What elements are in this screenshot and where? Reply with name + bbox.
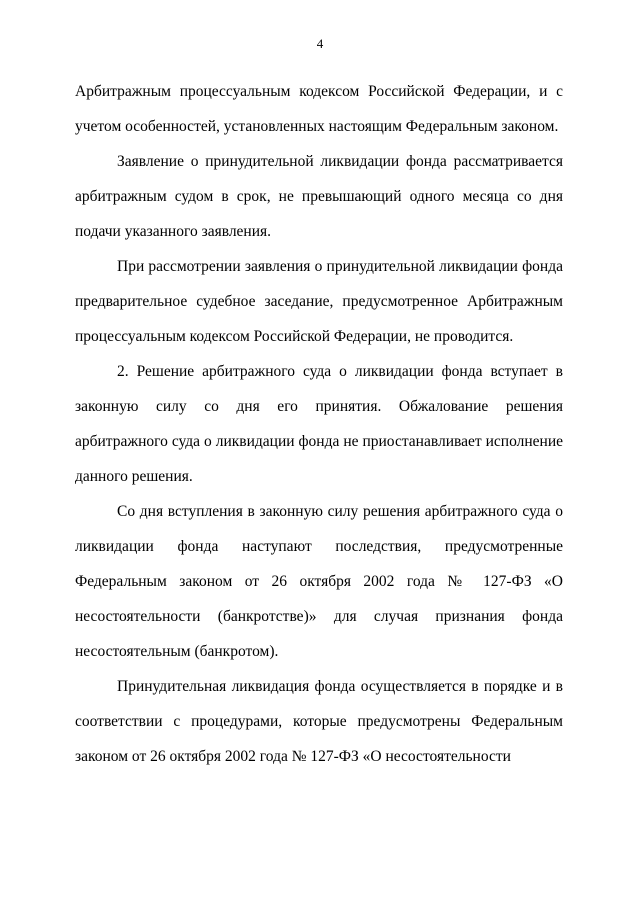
- paragraph-consequences: Со дня вступления в законную силу решения арбитражного суда о ликвидации фонда наступают последствия, предусмотренные Федеральным законом от 26 октября 2002 года № 127-ФЗ «О несостоятельности (банкротстве)» для случая признания фонда несостоятельным (банкротом).: [75, 503, 563, 660]
- paragraph-continuation: Арбитражным процессуальным кодексом Российской Федерации, и с учетом особенностей, установленных настоящим Федеральным законом.: [75, 83, 563, 135]
- paragraph-decision-effect: 2. Решение арбитражного суда о ликвидации фонда вступает в законную силу со дня его принятия. Обжалование решения арбитражного суда о ликвидации фонда не приостанавливает исполнение данного решения.: [75, 363, 563, 485]
- paragraph-liquidation-procedure: Принудительная ликвидация фонда осуществляется в порядке и в соответствии с процедурами, которые предусмотрены Федеральным законом от 26 октября 2002 года № 127-ФЗ «О несостоятельности: [75, 678, 563, 765]
- document-body: [75, 74, 563, 774]
- paragraph-preliminary-session: При рассмотрении заявления о принудительной ликвидации фонда предварительное судебное заседание, предусмотренное Арбитражным процессуальным кодексом Российской Федерации, не проводится.: [75, 258, 563, 345]
- page-number: 4: [316, 36, 324, 51]
- paragraph-application-term: Заявление о принудительной ликвидации фонда рассматривается арбитражным судом в срок, не превышающий одного месяца со дня подачи указанного заявления.: [75, 153, 563, 240]
